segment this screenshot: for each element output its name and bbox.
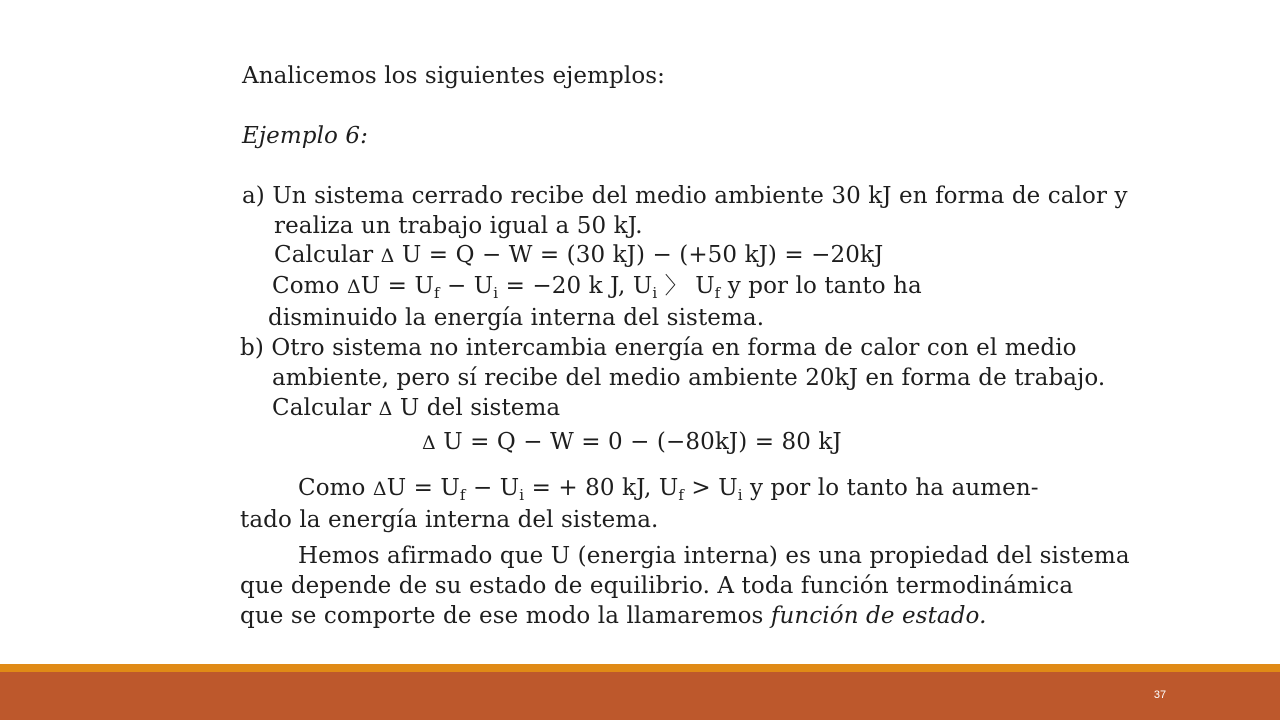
part-b-eq-part: y por lo tanto ha aumen-	[742, 475, 1039, 501]
subscript-f: f	[459, 486, 466, 504]
subscript-f: f	[433, 284, 440, 302]
part-b-text-1: Otro sistema no intercambia energía en forma de calor con el medio	[271, 335, 1077, 361]
part-b-text-2: ambiente, pero sí recibe del medio ambiente 20kJ en forma de trabajo.	[272, 365, 1106, 391]
example-title-label: Ejemplo 6:	[242, 123, 368, 149]
closing-text-1: Hemos afirmado que U (energia interna) es una propiedad del sistema	[298, 543, 1130, 569]
delta-symbol: Δ	[346, 276, 361, 298]
part-b-eq-part: − U	[465, 475, 520, 501]
subscript-i: i	[493, 284, 499, 302]
part-a-equation: U = Q − W = (30 kJ) − (+50 kJ) = −20kJ	[401, 242, 884, 268]
part-a-eq-part: U = U	[360, 273, 434, 299]
subscript-f: f	[714, 284, 721, 302]
closing-line-2	[240, 570, 1073, 602]
part-b-line-3	[272, 392, 560, 425]
subscript-i: i	[737, 486, 743, 504]
intro-label: Analicemos los siguientes ejemplos:	[242, 63, 666, 89]
part-a-como: Como	[272, 273, 340, 299]
part-a-text-1: Un sistema cerrado recibe del medio ambiente 30 kJ en forma de calor y	[272, 183, 1128, 209]
part-a-eq-part: = −20 k J, U	[498, 273, 653, 299]
part-a-eq-part: y por lo tanto ha	[720, 273, 922, 299]
part-b-calc-text: U del sistema	[399, 395, 561, 421]
part-b-eq-part: U = U	[386, 475, 460, 501]
subscript-i: i	[652, 284, 658, 302]
part-a-text-2: realiza un trabajo igual a 50 kJ.	[274, 213, 643, 239]
intro-text	[242, 60, 665, 92]
part-b-line-2	[272, 362, 1105, 394]
part-a-eq-part: − U	[439, 273, 494, 299]
part-b-conclusion: tado la energía interna del sistema.	[240, 507, 659, 533]
footer-bar	[0, 672, 1280, 720]
part-a-label: a)	[242, 183, 265, 209]
part-b-label: b)	[240, 335, 264, 361]
part-b-line-6	[240, 504, 658, 536]
part-b-line-5	[298, 472, 1039, 505]
part-a-conclusion: disminuido la energía interna del sistema.	[268, 305, 765, 331]
delta-symbol: Δ	[422, 432, 436, 454]
part-a-line-3	[274, 239, 883, 272]
closing-line-1	[298, 540, 1130, 572]
part-b-line-1	[240, 332, 1077, 364]
part-b-calc-label: Calcular	[272, 395, 372, 421]
part-a-line-4	[272, 270, 922, 303]
part-b-equation	[422, 426, 842, 459]
part-b-eq-part: > U	[684, 475, 738, 501]
closing-line-3	[240, 600, 987, 632]
subscript-i: i	[519, 486, 525, 504]
delta-symbol: Δ	[378, 398, 393, 420]
delta-symbol: Δ	[380, 245, 395, 267]
footer-accent-bar	[0, 664, 1280, 672]
part-a-line-1	[242, 180, 1128, 212]
part-b-equation-text: U = Q − W = 0 − (−80kJ) = 80 kJ	[443, 429, 842, 455]
part-a-eq-part: 〉 U	[657, 273, 715, 299]
part-a-calc-label: Calcular	[274, 242, 374, 268]
closing-text-2: que depende de su estado de equilibrio. A toda función termodinámica	[240, 573, 1074, 599]
page-number: 37	[1153, 689, 1167, 701]
closing-text-3: que se comporte de ese modo la llamaremos	[240, 603, 771, 629]
closing-italic-term: función de estado.	[770, 603, 987, 629]
subscript-f: f	[678, 486, 684, 504]
part-a-line-5	[268, 302, 764, 334]
part-b-como: Como	[298, 475, 373, 501]
delta-symbol: Δ	[372, 478, 387, 500]
example-title	[242, 120, 368, 152]
part-b-eq-part: = + 80 kJ, U	[524, 475, 679, 501]
part-a-line-2	[274, 210, 643, 242]
